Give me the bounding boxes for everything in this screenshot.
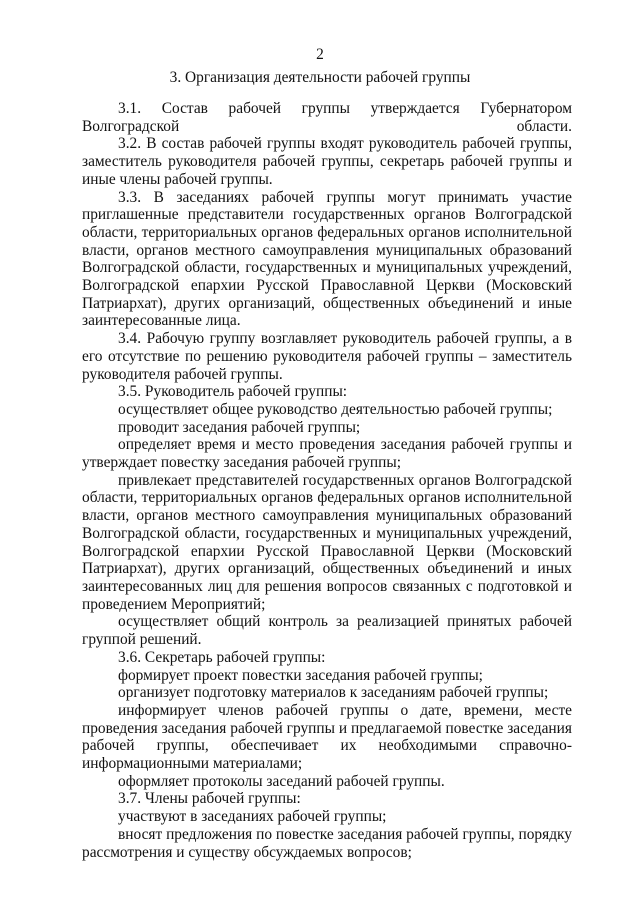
document-body xyxy=(82,100,572,861)
paragraph-3-7-heading: 3.7. Члены рабочей группы: xyxy=(118,790,301,808)
list-item: осуществляет общее руководство деятельностью рабочей группы; xyxy=(118,400,553,418)
list-item: вносят предложения по повестке заседания рабочей группы, порядку рассмотрения и существу обсуждаемых вопросов; xyxy=(82,825,572,861)
list-item: участвуют в заседаниях рабочей группы; xyxy=(118,808,387,826)
list-item: организует подготовку материалов к заседаниям рабочей группы; xyxy=(118,684,549,702)
paragraph-3-6-heading: 3.6. Секретарь рабочей группы: xyxy=(118,648,326,666)
page-number: 2 xyxy=(316,46,324,63)
paragraph-3-5-heading: 3.5. Руководитель рабочей группы: xyxy=(118,383,348,401)
list-item: формирует проект повестки заседания рабочей группы; xyxy=(118,666,483,684)
list-item: оформляет протоколы заседаний рабочей группы. xyxy=(118,772,445,790)
paragraph-3-1: 3.1. Состав рабочей группы утверждается Губернатором Волгоградской области. xyxy=(82,100,572,135)
list-item: определяет время и место проведения заседания рабочей группы и утверждает повестку заседания рабочей группы; xyxy=(82,436,572,472)
paragraph-3-4: 3.4. Рабочую группу возглавляет руководитель рабочей группы, а в его отсутствие по решению руководителя рабочей группы – заместитель руководителя рабочей группы. xyxy=(82,330,572,383)
paragraph-3-2: 3.2. В состав рабочей группы входят руководитель рабочей группы, заместитель руководителя рабочей группы, секретарь рабочей группы и иные члены рабочей группы. xyxy=(82,135,572,188)
list-item: осуществляет общий контроль за реализацией принятых рабочей группой решений. xyxy=(82,613,572,649)
paragraph-3-3: 3.3. В заседаниях рабочей группы могут принимать участие приглашенные представители государственных органов Волгоградской области, территориальных органов федеральных органов исполнительной власти, органов местного самоуправления муниципальных образований Волгоградской области, государственных и муниципальных учреждений, Волгоградской епархии Русской Православной Церкви (Московский Патриархат), других организаций, общественных объединений и иные заинтересованные лица. xyxy=(82,188,572,330)
section-title: 3. Организация деятельности рабочей группы xyxy=(169,69,471,86)
list-item: информирует членов рабочей группы о дате, времени, месте проведения заседания рабочей группы и предлагаемой повестке заседания рабочей группы, обеспечивает их необходимыми справочно-информационными материалами; xyxy=(82,701,572,773)
list-item: проводит заседания рабочей группы; xyxy=(118,418,361,436)
list-item: привлекает представителей государственных органов Волгоградской области, территориальных органов федеральных органов исполнительной власти, органов местного самоуправления муниципальных образований Волгоградской области, государственных и муниципальных учреждений, Волгоградской епархии Русской Православной Церкви (Московский Патриархат), других организаций, общественных объединений и иных заинтересованных лиц для решения вопросов связанных с подготовкой и проведением Мероприятий; xyxy=(82,471,572,613)
